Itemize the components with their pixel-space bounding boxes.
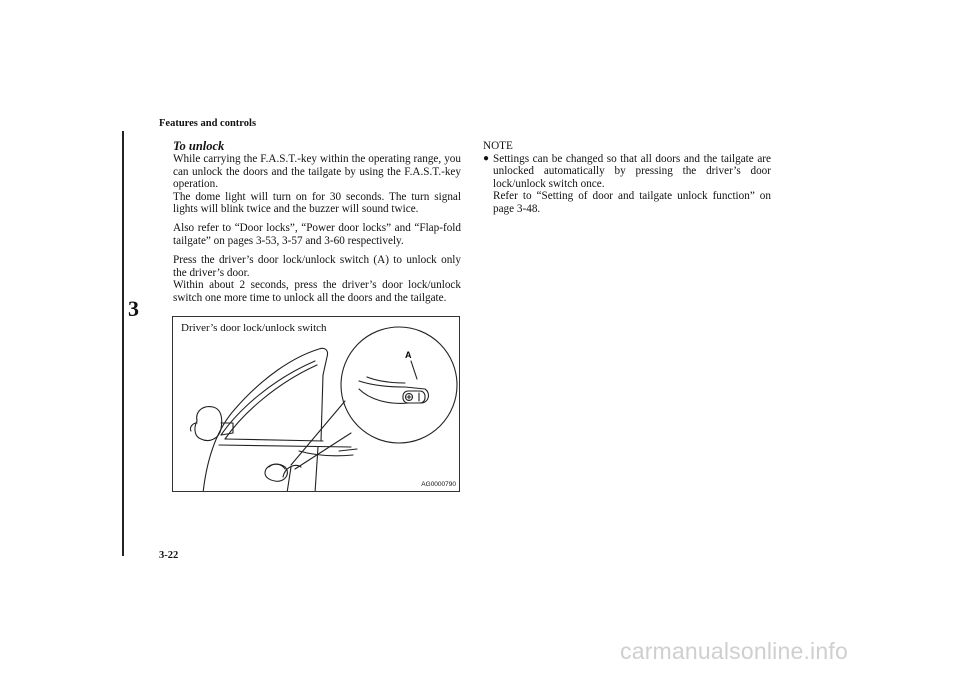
- right-column: [483, 140, 771, 216]
- bullet-icon: ●: [483, 152, 490, 164]
- figure-caption: Driver’s door lock/unlock switch: [181, 322, 327, 334]
- figure-code: AG0000790: [421, 481, 456, 488]
- note-item: [483, 153, 771, 216]
- door-illustration: [173, 317, 460, 492]
- running-header: Features and controls: [159, 118, 257, 129]
- paragraph: Press the driver’s door lock/unlock switch (A) to unlock only the driver’s door.: [173, 254, 461, 279]
- note-text: Settings can be changed so that all doors and the tailgate are unlocked automatically by pressing the driver’s door lock/unlock switch once.: [493, 152, 771, 190]
- chapter-number: 3: [128, 296, 139, 321]
- paragraph: The dome light will turn on for 30 seconds. The turn signal lights will blink twice and the buzzer will sound twice.: [173, 190, 461, 216]
- door-switch-figure: [172, 316, 460, 492]
- section-title: To unlock: [173, 139, 225, 153]
- watermark: carmanualsonline.info: [620, 638, 848, 664]
- note-text: Refer to “Setting of door and tailgate unlock function” on page 3-48.: [493, 190, 771, 215]
- note-label: NOTE: [483, 140, 513, 152]
- paragraph: While carrying the F.A.S.T.-key within the operating range, you can unlock the doors and the tailgate by using the F.A.S.T.-key operation.: [173, 153, 461, 191]
- left-column: [173, 140, 461, 311]
- page-number: 3-22: [159, 550, 179, 561]
- paragraph: Also refer to “Door locks”, “Power door locks” and “Flap-fold tailgate” on pages 3-53, 3-57 and 3-60 respectively.: [173, 222, 461, 248]
- chapter-tab-rule: [122, 131, 124, 556]
- callout-a: A: [405, 350, 412, 360]
- paragraph: Within about 2 seconds, press the driver’s door lock/unlock switch one more time to unlock all the doors and the tailgate.: [173, 279, 461, 304]
